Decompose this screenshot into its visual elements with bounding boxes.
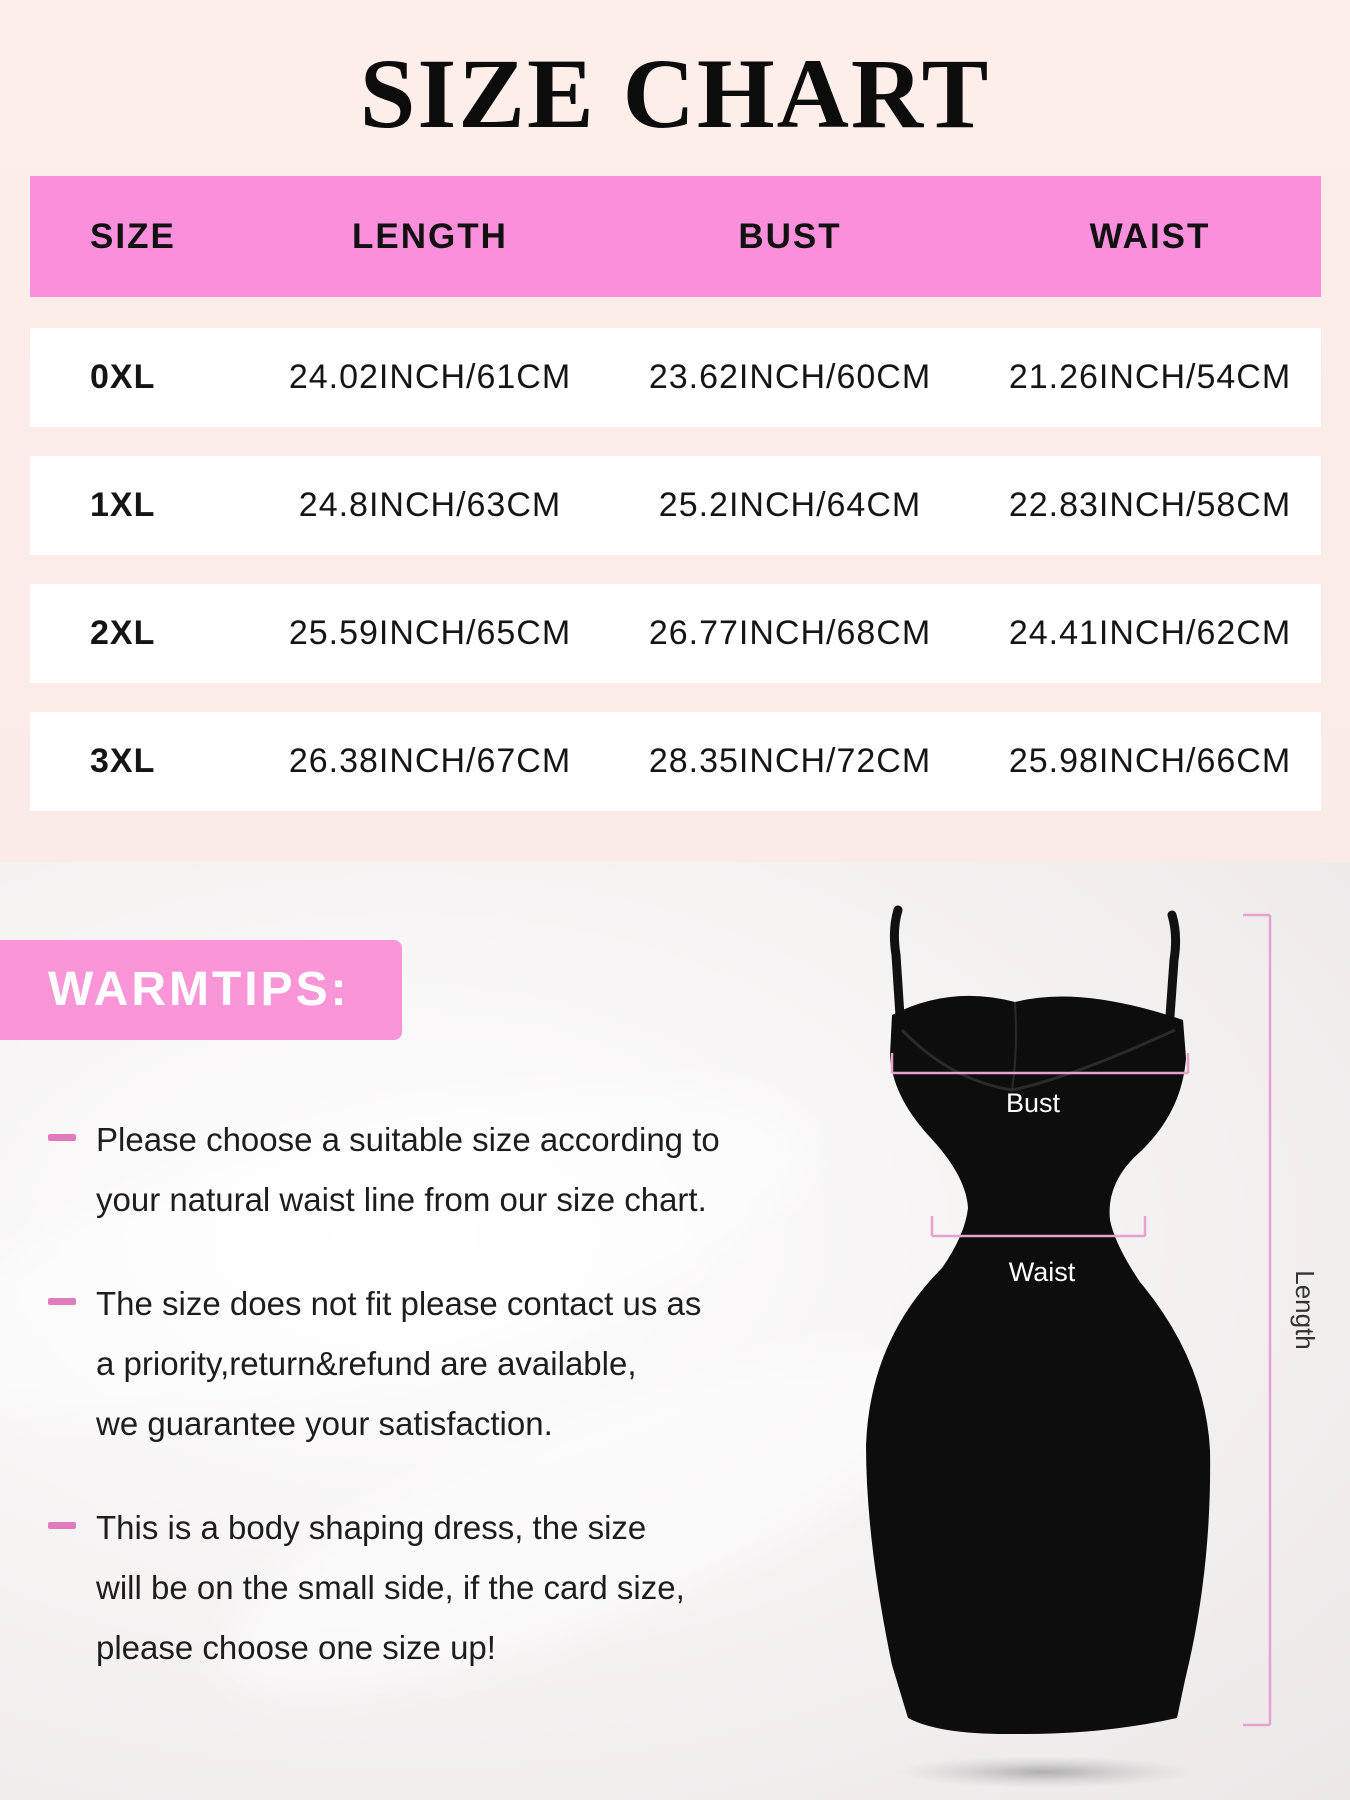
length-cell: 26.38INCH/67CM (288, 742, 572, 780)
table-row (30, 328, 1321, 427)
size-cell: 2XL (90, 614, 156, 652)
tip-line: a priority,return&refund are available, (96, 1345, 637, 1382)
tip-line: This is a body shaping dress, the size (96, 1509, 647, 1546)
waist-cell: 24.41INCH/62CM (1008, 614, 1292, 652)
bust-cell: 26.77INCH/68CM (648, 614, 932, 652)
bust-label: Bust (1005, 1088, 1061, 1118)
left-strap (894, 910, 900, 1016)
tip-line: please choose one size up! (96, 1629, 496, 1666)
dress-figure (840, 890, 1320, 1790)
table-row (30, 712, 1321, 811)
waist-label: Waist (1008, 1257, 1076, 1287)
page-title: SIZE CHART (359, 38, 991, 149)
warmtips-banner (0, 940, 402, 1040)
size-cell: 0XL (90, 358, 156, 396)
header-size: SIZE (90, 216, 176, 256)
dash-bullet-icon (48, 1522, 76, 1529)
tip-line: Please choose a suitable size according to (96, 1121, 720, 1158)
warmtips-heading: WARMTIPS: (48, 963, 350, 1016)
waist-cell: 21.26INCH/54CM (1008, 358, 1292, 396)
dash-bullet-icon (48, 1298, 76, 1305)
length-cell: 24.8INCH/63CM (298, 486, 562, 524)
header-length: LENGTH (352, 216, 508, 256)
size-cell: 1XL (90, 486, 156, 524)
waist-cell: 22.83INCH/58CM (1008, 486, 1292, 524)
dash-bullet-icon (48, 1134, 76, 1141)
right-strap (1170, 915, 1176, 1016)
table-row (30, 584, 1321, 683)
bust-cell: 25.2INCH/64CM (658, 486, 922, 524)
tip-line: we guarantee your satisfaction. (96, 1405, 553, 1442)
length-label: Length (1290, 1270, 1320, 1350)
size-table-header (30, 176, 1321, 297)
tip-line: your natural waist line from our size chart. (96, 1181, 707, 1218)
tip-line: will be on the small side, if the card size, (96, 1569, 685, 1606)
length-cell: 25.59INCH/65CM (288, 614, 572, 652)
bust-cell: 28.35INCH/72CM (648, 742, 932, 780)
dress-shadow (895, 1756, 1195, 1788)
tip-line: The size does not fit please contact us as (96, 1285, 702, 1322)
size-cell: 3XL (90, 742, 156, 780)
length-cell: 24.02INCH/61CM (288, 358, 572, 396)
header-waist: WAIST (1089, 216, 1211, 256)
table-row (30, 456, 1321, 555)
header-bust: BUST (738, 216, 842, 256)
bust-cell: 23.62INCH/60CM (648, 358, 932, 396)
waist-cell: 25.98INCH/66CM (1008, 742, 1292, 780)
